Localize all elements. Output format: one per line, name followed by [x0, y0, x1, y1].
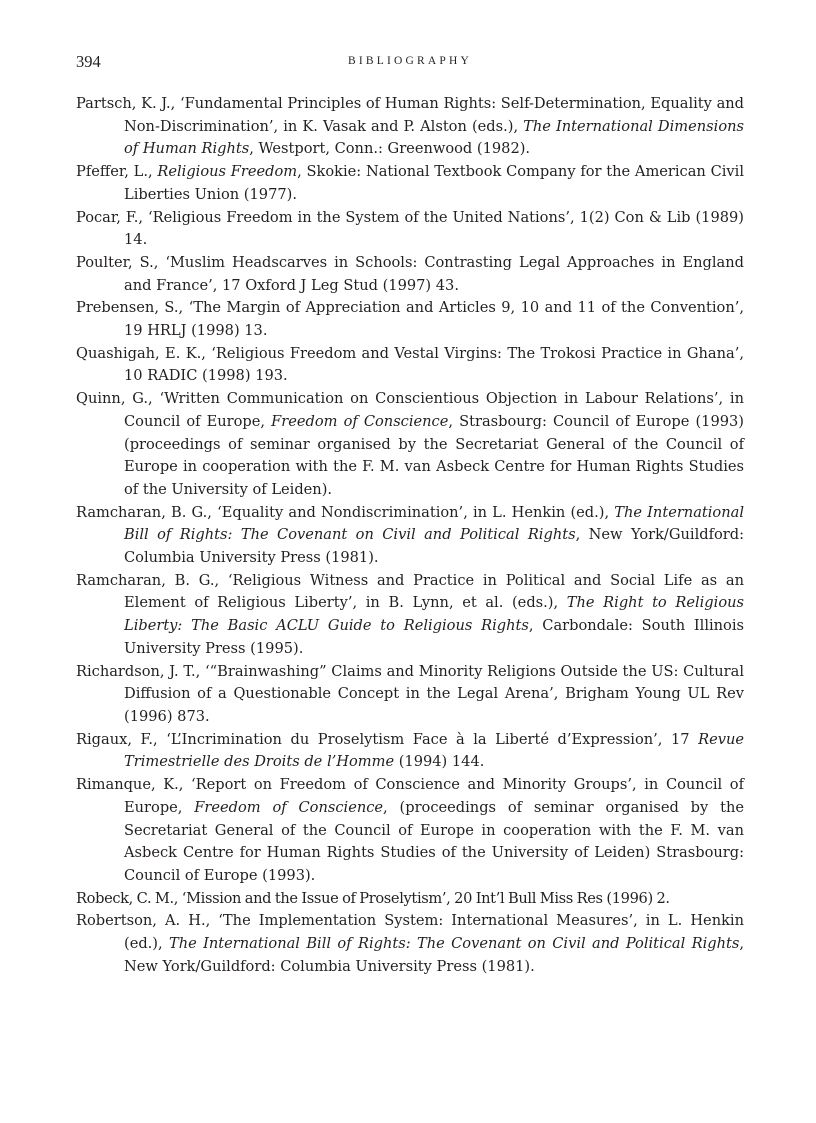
entry-text: ‘Written Communication on Conscientious Objection in Labour Relations’, in Council of Europe,	[124, 390, 744, 430]
entry-title-italic: Freedom of Conscience	[271, 412, 449, 430]
entry-author: Rimanque, K.,	[76, 776, 192, 794]
page-number: 394	[76, 52, 101, 71]
entry-text: ‘Religious Witness and Practice in Political and Social Life as an Element of Religious Liberty’, in B. Lynn, et al. (eds.),	[124, 571, 744, 612]
bibliography-list	[76, 93, 744, 978]
bibliography-entry	[76, 888, 744, 911]
entry-text: ‘Equality and Nondiscrimination’, in L. Henkin (ed.),	[217, 503, 615, 521]
bibliography-entry	[76, 774, 744, 888]
entry-author: Poulter, S.,	[76, 253, 166, 271]
entry-text: ‘The Implementation System: International Measures’, in L. Henkin (ed.),	[124, 912, 744, 953]
entry-title-italic: The Right to Religious Liberty: The Basic ACLU Guide to Religious Rights	[124, 594, 744, 635]
bibliography-entry	[76, 93, 744, 161]
entry-author: Robertson, A. H.,	[76, 912, 219, 930]
entry-text: ‘Fundamental Principles of Human Rights: Self-Determination, Equality and Non-Discrimination’, in K. Vasak and P. Alston (eds.),	[124, 95, 745, 135]
bibliography-entry	[76, 207, 744, 252]
bibliography-entry	[76, 297, 744, 342]
entry-text: ‘Religious Freedom in the System of the United Nations’, 1(2) Con & Lib (1989) 14.	[124, 208, 744, 249]
entry-author: Robeck, C. M.,	[76, 889, 182, 907]
running-title: BIBLIOGRAPHY	[347, 55, 472, 67]
entry-title-italic: The International Dimensions of Human Rights	[124, 117, 744, 158]
entry-text: ‘L’Incrimination du Proselytism Face à la Liberté d’Expression’, 17	[166, 730, 699, 748]
bibliography-entry	[76, 388, 744, 502]
entry-text: , Strasbourg: Council of Europe (1993) (proceedings of seminar organised by the Secretariat General of the Council of Europe in cooperation with the F. M. van Asbeck Centre for Human Rights Studies of the University of Leiden).	[124, 412, 744, 498]
entry-title-italic: The International Bill of Rights: The Covenant on Civil and Political Rights	[124, 503, 744, 544]
entry-title-italic: Religious Freedom	[157, 163, 298, 181]
entry-text: ‘Religious Freedom and Vestal Virgins: The Trokosi Practice in Ghana’, 10 RADIC (1998) 193.	[124, 344, 744, 385]
entry-text: , Skokie: National Textbook Company for the American Civil Liberties Union (1977).	[124, 163, 745, 203]
running-head	[76, 52, 744, 74]
entry-author: Richardson, J. T.,	[76, 662, 206, 680]
bibliography-entry	[76, 729, 744, 774]
bibliography-entry	[76, 570, 744, 661]
entry-author: Ramcharan, B. G.,	[76, 503, 218, 521]
entry-text: ‘Mission and the Issue of Proselytism’, 20 Int’l Bull Miss Res (1996) 2.	[181, 889, 670, 907]
entry-text: (1994) 144.	[394, 753, 485, 771]
entry-author: Ramcharan, B. G.,	[76, 571, 228, 589]
bibliography-entry	[76, 343, 744, 388]
bibliography-entry	[76, 910, 744, 978]
bibliography-entry	[76, 502, 744, 570]
entry-title-italic: Freedom of Conscience	[194, 798, 384, 816]
entry-text: , Carbondale: South Illinois University Press (1995).	[124, 617, 744, 657]
bibliography-entry	[76, 161, 744, 206]
entry-title-italic: The International Bill of Rights: The Covenant on Civil and Political Rights	[169, 935, 740, 953]
entry-author: Pfeffer, L.,	[76, 163, 158, 181]
entry-author: Pocar, F.,	[76, 208, 148, 226]
bibliography-entry	[76, 252, 744, 297]
entry-text: ‘Report on Freedom of Conscience and Minority Groups’, in Council of Europe,	[124, 776, 744, 816]
bibliography-entry	[76, 661, 744, 729]
entry-author: Quinn, G.,	[76, 390, 160, 408]
entry-author: Prebensen, S.,	[76, 299, 189, 317]
entry-author: Quashigah, E. K.,	[76, 344, 212, 362]
entry-text: , (proceedings of seminar organised by the Secretariat General of the Council of Europe in cooperation with the F. M. van Asbeck Centre for Human Rights Studies of the University of Leiden) Strasbourg: Council of Europe (1993).	[124, 798, 744, 884]
entry-text: ‘Muslim Headscarves in Schools: Contrasting Legal Approaches in England and France’, 17 Oxford J Leg Stud (1997) 43.	[124, 253, 744, 294]
entry-title-italic: Revue Trimestrielle des Droits de l’Homme	[124, 730, 744, 771]
entry-author: Rigaux, F.,	[76, 730, 167, 748]
entry-text: , New York/Guildford: Columbia University Press (1981).	[124, 526, 745, 567]
entry-text: ‘“Brainwashing” Claims and Minority Religions Outside the US: Cultural Diffusion of a Questionable Concept in the Legal Arena’, Brigham Young UL Rev (1996) 873.	[124, 662, 745, 725]
entry-text: ‘The Margin of Appreciation and Articles 9, 10 and 11 of the Convention’, 19 HRLJ (1998) 13.	[124, 299, 745, 340]
entry-author: Partsch, K. J.,	[76, 95, 180, 112]
entry-text: , Westport, Conn.: Greenwood (1982).	[249, 140, 531, 158]
entry-text: , New York/Guildford: Columbia University Press (1981).	[124, 935, 744, 975]
